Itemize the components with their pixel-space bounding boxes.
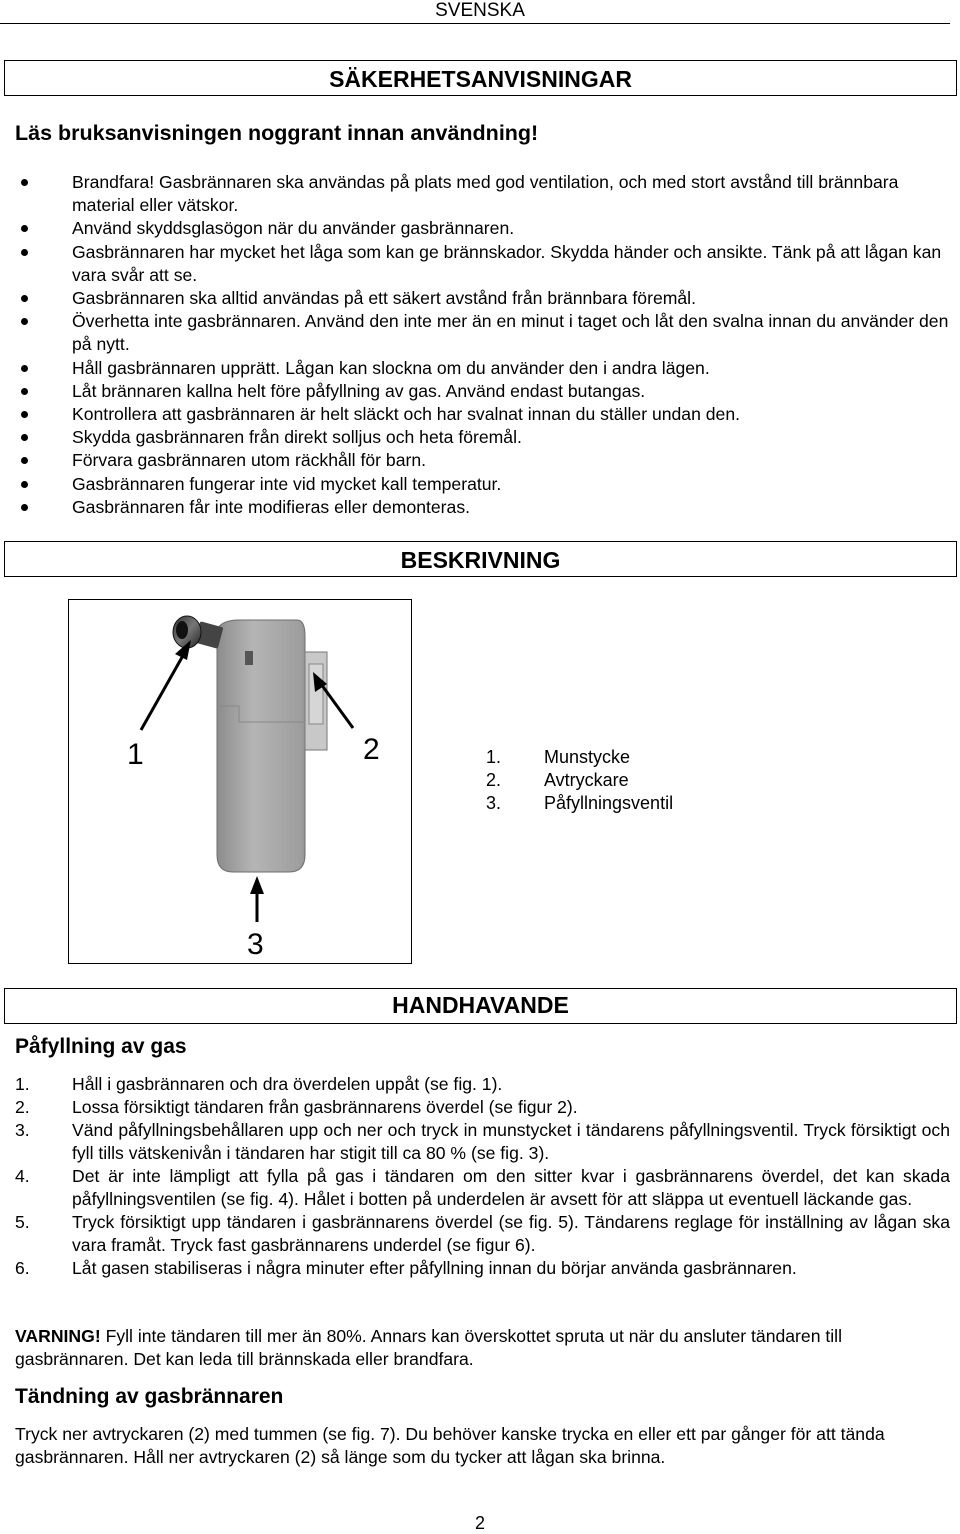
operation-banner <box>4 988 957 1024</box>
part-label: Munstycke <box>544 747 631 767</box>
list-item: Låt brännaren kallna helt före påfyllning av gas. Använd endast butangas. <box>15 380 950 403</box>
step-text: Det är inte lämpligt att fylla på gas i tändaren om den sitter kvar i gasbrännarens överdel, det kan skada påfyllningsventilen (se fig. 4). Hålet i botten på underdelen är avsett för att släppa ut eventuell läckande gas. <box>72 1166 950 1209</box>
list-item <box>15 1211 950 1257</box>
list-item: Gasbrännaren får inte modifieras eller demonteras. <box>15 496 950 519</box>
list-item <box>15 1119 950 1165</box>
step-text: Lossa försiktigt tändaren från gasbrännarens överdel (se figur 2). <box>72 1097 578 1117</box>
part-label: Avtryckare <box>544 770 629 790</box>
list-item: Gasbrännaren fungerar inte vid mycket kall temperatur. <box>15 473 950 496</box>
list-item <box>486 769 673 792</box>
list-item: Förvara gasbrännaren utom räckhåll för barn. <box>15 449 950 472</box>
list-item: Gasbrännaren har mycket het låga som kan ge brännskador. Skydda händer och ansikte. Tänk på att lågan kan vara svår att se. <box>15 241 950 287</box>
parts-list <box>486 746 673 815</box>
list-item: Håll gasbrännaren upprätt. Lågan kan slockna om du använder den i andra lägen. <box>15 357 950 380</box>
list-item: Brandfara! Gasbrännaren ska användas på plats med god ventilation, och med stort avstånd till brännbara material eller vätskor. <box>15 171 950 217</box>
page-number: 2 <box>474 1513 485 1533</box>
safety-title: SÄKERHETSANVISNINGAR <box>329 66 632 92</box>
figure-label-2: 2 <box>363 733 380 766</box>
list-item: Skydda gasbrännaren från direkt solljus och heta föremål. <box>15 426 950 449</box>
list-item <box>15 1073 950 1096</box>
header-language: SVENSKA <box>435 0 525 21</box>
figure-label-3: 3 <box>247 928 264 961</box>
figure-label-1: 1 <box>127 738 144 771</box>
step-text: Håll i gasbrännaren och dra överdelen uppåt (se fig. 1). <box>72 1074 503 1094</box>
product-figure <box>68 599 412 964</box>
description-banner <box>4 541 957 577</box>
gas-burner-illustration <box>69 600 412 964</box>
list-item: Använd skyddsglasögon när du använder gasbrännaren. <box>15 217 950 240</box>
refill-heading: Påfyllning av gas <box>15 1035 187 1058</box>
warning-text: Fyll inte tändaren till mer än 80%. Annars kan överskottet spruta ut när du ansluter tändaren till gasbrännaren. Det kan leda till brännskada eller brandfara. <box>15 1326 842 1369</box>
part-label: Påfyllningsventil <box>544 793 674 813</box>
refill-steps <box>15 1073 950 1280</box>
step-number: 3. <box>15 1120 30 1140</box>
part-number: 2. <box>486 770 502 790</box>
part-number: 3. <box>486 793 502 813</box>
header-divider <box>0 23 950 24</box>
list-item: Överhetta inte gasbrännaren. Använd den inte mer än en minut i taget och låt den svalna innan du använder den på nytt. <box>15 310 950 356</box>
safety-list <box>15 171 950 519</box>
safety-intro: Läs bruksanvisningen noggrant innan användning! <box>15 121 539 145</box>
list-item <box>486 792 673 815</box>
part-number: 1. <box>486 747 502 767</box>
list-item: Kontrollera att gasbrännaren är helt släckt och har svalnat innan du ställer undan den. <box>15 403 950 426</box>
description-title: BESKRIVNING <box>400 547 561 573</box>
safety-banner <box>4 60 957 96</box>
ignition-heading: Tändning av gasbrännaren <box>15 1385 284 1408</box>
list-item <box>15 1096 950 1119</box>
step-text: Tryck försiktigt upp tändaren i gasbrännarens överdel (se fig. 5). Tändarens reglage för inställning av lågan ska vara framåt. Tryck fast gasbrännarens underdel (se figur 6). <box>72 1212 950 1255</box>
step-number: 6. <box>15 1258 30 1278</box>
list-item <box>486 746 673 769</box>
operation-title: HANDHAVANDE <box>392 992 569 1018</box>
list-item: Gasbrännaren ska alltid användas på ett säkert avstånd från brännbara föremål. <box>15 287 950 310</box>
ignition-paragraph: Tryck ner avtryckaren (2) med tummen (se fig. 7). Du behöver kanske trycka en eller ett par gånger för att tända gasbrännaren. Håll ner avtryckaren (2) så länge som du tycker att lågan ska brinna. <box>15 1424 885 1467</box>
step-number: 4. <box>15 1166 30 1186</box>
warning-paragraph <box>15 1325 950 1371</box>
step-number: 5. <box>15 1212 30 1232</box>
step-text: Vänd påfyllningsbehållaren upp och ner och tryck in munstycket i tändarens påfyllningsventil. Tryck försiktigt och fyll tills vätskenivån i tändaren har stigit till ca 80 % (se fig. 3). <box>72 1120 950 1163</box>
step-number: 1. <box>15 1074 30 1094</box>
step-number: 2. <box>15 1097 30 1117</box>
step-text: Låt gasen stabiliseras i några minuter efter påfyllning innan du börjar använda gasbrännaren. <box>72 1258 797 1278</box>
list-item <box>15 1257 950 1280</box>
warning-label: VARNING! <box>15 1326 101 1346</box>
list-item <box>15 1165 950 1211</box>
